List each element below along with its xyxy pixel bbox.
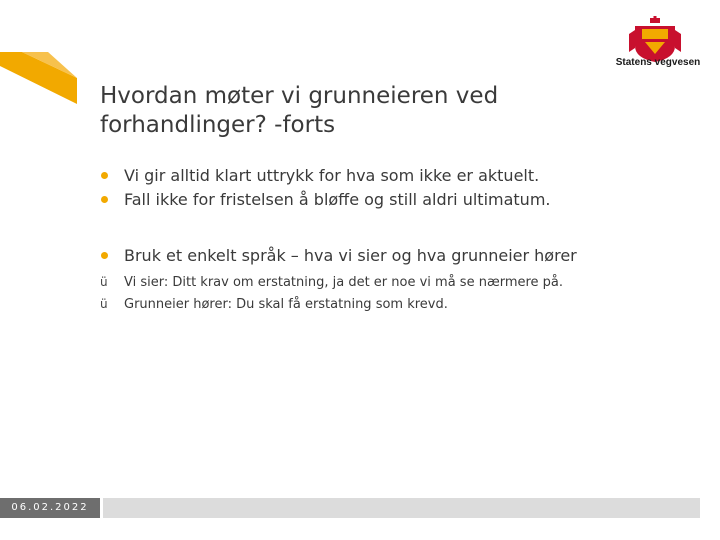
- checkmark-icon: ü: [100, 297, 108, 311]
- brand-name: Statens vegvesen: [615, 57, 701, 68]
- slide-title-line-1: Hvordan møter vi grunneieren ved: [100, 83, 499, 109]
- footer-divider: [100, 498, 103, 518]
- sub-bullet-item: [100, 271, 700, 293]
- checkmark-icon: ü: [100, 275, 108, 289]
- footer-date: 06.02.2022: [0, 498, 100, 518]
- bullet-dot-icon: [101, 252, 108, 259]
- accent-corner-shape: [0, 0, 80, 110]
- sub-bullet-text: Grunneier hører: Du skal få erstatning som krevd.: [124, 296, 448, 312]
- bullet-item: [100, 243, 700, 267]
- bullet-list: [100, 163, 700, 315]
- sub-bullet-text: Vi sier: Ditt krav om erstatning, ja det er noe vi må se nærmere på.: [124, 274, 564, 290]
- bullet-text: Vi gir alltid klart uttrykk for hva som ikke er aktuelt.: [124, 165, 540, 185]
- bullet-text: Fall ikke for fristelsen å bløffe og still aldri ultimatum.: [124, 189, 551, 209]
- bullet-dot-icon: [101, 196, 108, 203]
- bullet-dot-icon: [101, 172, 108, 179]
- footer-bar: [0, 498, 700, 518]
- bullet-item: [100, 187, 700, 211]
- slide-title: [100, 82, 660, 140]
- sub-bullet-item: [100, 293, 700, 315]
- bullet-item: [100, 163, 700, 187]
- bullet-text: Bruk et enkelt språk – hva vi sier og hva grunneier hører: [124, 245, 577, 265]
- slide-title-line-2: forhandlinger? -forts: [100, 112, 336, 138]
